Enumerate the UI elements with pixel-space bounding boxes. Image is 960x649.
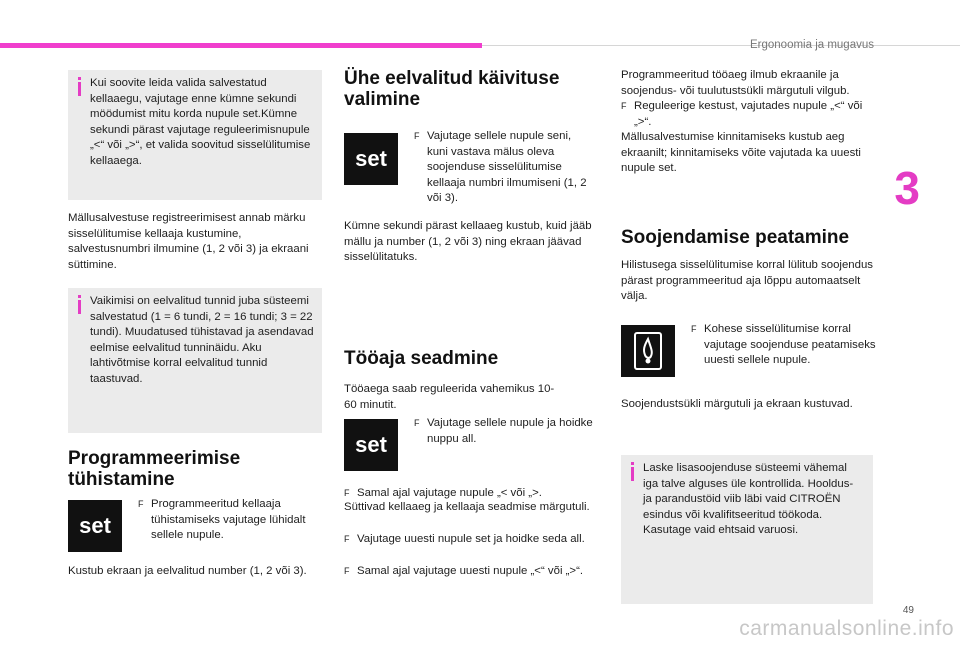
bullet-text: Vajutage uuesti nupule set ja hoidke seda all.	[357, 533, 585, 545]
info-text: Laske lisasoojenduse süsteemi vähemal iga talve alguses üle kontrollida. Hooldus- ja parandustöid viib läbi vaid CITROËN esindus või kvalifitseeritud töökoda. Kasutage vaid ehtsaid varuosi.	[643, 462, 854, 536]
header-rule	[482, 45, 960, 46]
info-box-default-hours	[68, 288, 322, 433]
bullet-mark: F	[344, 566, 350, 576]
info-icon	[78, 82, 81, 96]
page-number: 49	[902, 605, 914, 616]
info-text: Kui soovite leida valida salvestatud kellaaegu, vajutage enne kümne sekundi möödumist mitu korda nupule set.Kümne sekundi pärast vajutage reguleerimisnupule „<“ või „>“, et valida soovitud sisselülitumise kellaaega.	[90, 77, 311, 167]
set-button-icon: set	[344, 133, 398, 185]
info-text: Vaikimisi on eelvalitud tunnid juba süsteemi salvestatud (1 = 6 tundi, 2 = 16 tundi; 3 = 22 tundi). Muudatused tühistavad ja asendavad eelmise eelvalitud tunninäidu. Aku lahtivõtmise korral eelvalitud tunnid taastuvad.	[90, 295, 314, 385]
bullet-text: Vajutage sellele nupule ja hoidke nuppu all.	[427, 417, 593, 445]
paragraph: Kustub ekraan ja eelvalitud number (1, 2 või 3).	[68, 565, 307, 577]
heater-icon	[634, 332, 662, 370]
paragraph: Kümne sekundi pärast kellaaeg kustub, kuid jääb mällu ja number (1, 2 või 3) ning ekraan jäävad sisselülitatuks.	[344, 220, 592, 263]
paragraph: Hilistusega sisselülitumise korral lülitub soojendus pärast programmeeritud aja lõppu automaatselt välja.	[621, 259, 873, 302]
info-icon	[78, 300, 81, 314]
bullet-mark: F	[414, 131, 420, 141]
heading-stop-heating: Soojendamise peatamine	[621, 227, 850, 248]
paragraph: Tööaega saab reguleerida vahemikus 10-60 minutit.	[344, 383, 555, 411]
bullet-text: Samal ajal vajutage uuesti nupule „<“ või „>“.	[357, 565, 584, 577]
bullet-text: Vajutage sellele nupule seni, kuni vastava mälus oleva soojenduse sisselülitumise kellaaja numbri ilmumiseni (1, 2 või 3).	[427, 130, 587, 204]
heading-select-preset: Ühe eelvalitud käivituse valimine	[344, 68, 560, 110]
bullet-text: Programmeeritud kellaaja tühistamiseks vajutage lühidalt sellele nupule.	[151, 498, 306, 541]
header-accent-bar	[0, 43, 482, 48]
bullet-mark: F	[691, 324, 697, 334]
bullet-text: Samal ajal vajutage nupule „< või „>.	[357, 487, 542, 499]
watermark: carmanualsonline.info	[739, 617, 954, 640]
paragraph: Soojendustsükli märgutuli ja ekraan kustuvad.	[621, 398, 853, 410]
info-box-saved-times	[68, 70, 322, 200]
bullet-text: Reguleerige kestust, vajutades nupule „<“ või „>“.	[634, 100, 863, 128]
set-button-icon: set	[344, 419, 398, 471]
flame-icon	[636, 334, 660, 368]
heading-set-duration: Tööaja seadmine	[344, 348, 499, 369]
bullet-mark: F	[621, 101, 627, 111]
bullet-mark: F	[414, 418, 420, 428]
set-button-icon: set	[68, 500, 122, 552]
heater-button-icon	[621, 325, 675, 377]
chapter-number: 3	[894, 162, 920, 214]
paragraph: Programmeeritud tööaeg ilmub ekraanile ja soojendus- või tuulutustsükli märgutuli vilgub.	[621, 69, 850, 97]
bullet-mark: F	[138, 499, 144, 509]
bullet-mark: F	[344, 534, 350, 544]
section-title: Ergonoomia ja mugavus	[749, 39, 874, 51]
paragraph: Mällusalvestumise kinnitamiseks kustub aeg ekraanilt; kinnitamiseks võite vajutada ka uuesti nupule set.	[621, 131, 861, 174]
heading-cancel-programming: Programmeerimise tühistamine	[68, 448, 241, 490]
info-icon	[631, 467, 634, 481]
info-box-maintenance	[621, 455, 873, 604]
bullet-text: Kohese sisselülitumise korral vajutage soojenduse peatamiseks uuesti sellele nupule.	[704, 323, 876, 366]
paragraph: Süttivad kellaaeg ja kellaaja seadmise märgutuli.	[344, 501, 590, 513]
bullet-mark: F	[344, 488, 350, 498]
paragraph: Mällusalvestuse registreerimisest annab märku sisselülitumise kellaaja kustumine, salvestusnumbri ilmumine (1, 2 või 3) ja ekraani süttimine.	[68, 212, 309, 271]
